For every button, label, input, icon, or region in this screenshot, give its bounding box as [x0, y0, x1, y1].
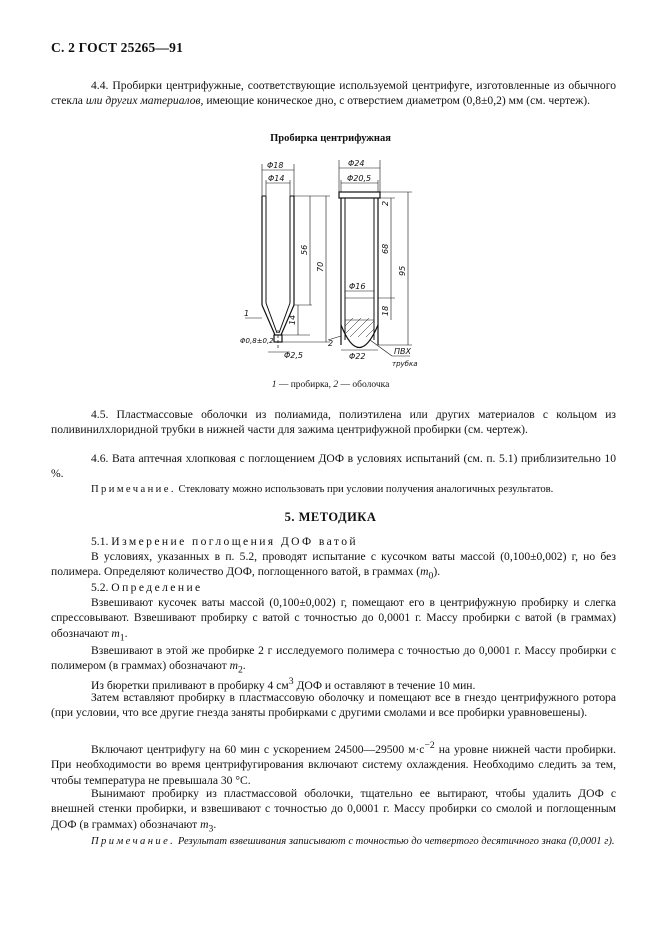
note-2 [51, 834, 616, 849]
p51-text-a: В условиях, указанных в п. 5.2, проводят испытание с кусочком ваты массой (0,100±0,002) г, но без полимера. Определяют количество ДОФ, поглощенного ватой, в граммах ( [51, 550, 616, 579]
label-h56: 56 [300, 244, 309, 255]
paragraph-5-2e [51, 738, 616, 788]
label-n2: 2 [328, 339, 334, 348]
paragraph-5-2d: Затем вставляют пробирку в пластмассовую оболочку и помещают все в гнездо центрифужного ротора (при условии, что все другие гнезда заняты пробирками с другими смолами и все пробирки уравновешены). [51, 691, 616, 720]
legend-n2: 2 [333, 380, 339, 390]
p44-text-a: 4.4. Пробирки центрифужные, соответствующие используемой центрифуге, изготовленные из обычного стекла [51, 79, 616, 108]
p52b-text-a: Взвешивают в этой же пробирке 2 г исследуемого полимера с точностью до 0,0001 г. Массу пробирки с полимером (в граммах) обозначают [51, 644, 616, 673]
p52b-m: m [229, 659, 238, 673]
p52c-text-b: ДОФ и оставляют в течение 10 мин. [293, 678, 476, 692]
p52e-text-b: на уровне нижней части пробирки. При необходимости во время центрифугирования включают систему охлаждения. Необходимо следить за тем, чтобы температура не превышала 30 °С. [51, 742, 616, 787]
label-d22: Φ22 [349, 352, 366, 361]
label-d16: Φ16 [349, 282, 366, 291]
paragraph-4-6: 4.6. Вата аптечная хлопковая с поглощением ДОФ в условиях испытаний (см. п. 5.1) приблизительно 10 %. [51, 452, 616, 481]
label-h14: 14 [288, 314, 297, 325]
p52b-text-b: . [242, 659, 246, 673]
label-tube: трубка [392, 360, 418, 368]
label-h70: 70 [316, 261, 325, 272]
label-d14: Φ14 [268, 174, 285, 183]
label-d20-5: Φ20,5 [347, 174, 372, 183]
label-d24: Φ24 [348, 159, 365, 168]
page-header: С. 2 ГОСТ 25265—91 [51, 40, 184, 55]
label-h18: 18 [381, 305, 390, 316]
s51-title: Измерение поглощения ДОФ ватой [111, 535, 358, 548]
s52-title: Определение [111, 581, 203, 594]
p52c-sup: 3 [288, 676, 294, 687]
p52a-text-a: Взвешивают кусочек ваты массой (0,100±0,002) г, помещают его в центрифужную пробирку и слегка спрессовывают. Взвешивают пробирку с ватой с точностью до 0,0001 г. Массу пробирки с ватой (в граммах) обозначают [51, 596, 616, 640]
p52f-m: m [200, 817, 209, 831]
p52f-sub: 3 [208, 823, 214, 835]
p44-text-b: имеющие коническое дно, с отверстием диаметром (0,8±0,2) мм (см. чертеж). [203, 94, 590, 108]
label-d0-8: Φ0,8±0,2 [240, 337, 274, 345]
note1-text: Стекловату можно использовать при условии получения аналогичных результатов. [175, 484, 554, 495]
s51-num: 5.1. [91, 535, 109, 548]
subheading-5-1 [51, 534, 616, 549]
legend-t1: — пробирка, [276, 380, 334, 390]
paragraph-4-5: 4.5. Пластмассовые оболочки из полиамида, полиэтилена или других материалов с кольцом из поливинилхлоридной трубки в нижней части для зажима центрифужной пробирки (см. чертеж). [51, 408, 616, 437]
p52f-text-a: Вынимают пробирку из пластмассовой оболочки, тщательно ее вытирают, чтобы удалить ДОФ с внешней стенки пробирки, и взвешивают с точностью до 0,0001 г. Массу пробирки со смолой и поглощенным ДОФ (в граммах) обозначают [51, 787, 616, 831]
label-n1: 1 [244, 309, 250, 318]
note-1 [51, 482, 616, 497]
label-d18: Φ18 [267, 161, 284, 170]
paragraph-5-2a [51, 595, 616, 646]
label-h95: 95 [398, 265, 407, 276]
paragraph-5-2f [51, 786, 616, 837]
label-h68: 68 [381, 243, 390, 254]
figure-title: Пробирка центрифужная [270, 133, 391, 144]
p52f-text-b: . [213, 817, 217, 831]
legend-n1: 1 [271, 380, 277, 390]
note1-label: Примечание. [91, 484, 176, 495]
s52-num: 5.2. [91, 581, 109, 594]
note2-text: Результат взвешивания записывают с точностью до четвертого десятичного знака (0,0001 г). [175, 836, 615, 847]
p52a-sub: 1 [119, 632, 125, 644]
p52c-text-a: Из бюретки приливают в пробирку 4 см [91, 678, 289, 692]
p44-emphasis: или других материалов, [85, 94, 204, 108]
centrifuge-tube-drawing [0, 0, 661, 400]
p52e-text-a: Включают центрифугу на 60 мин с ускорением 24500—29500 м·с [91, 742, 425, 756]
p51-sub: 0 [428, 570, 434, 582]
paragraph-5-2b [51, 643, 616, 678]
p52b-sub: 2 [237, 664, 243, 676]
p51-text-b: ). [433, 565, 441, 579]
figure-legend [0, 380, 661, 390]
p52a-text-b: . [124, 626, 128, 640]
label-d2-5: Φ2,5 [284, 351, 304, 360]
legend-t2: — оболочка [338, 380, 390, 390]
note2-label: Примечание. [91, 836, 176, 847]
p52a-m: m [111, 626, 120, 640]
paragraph-5-1 [51, 549, 616, 584]
section-title: 5. МЕТОДИКА [284, 510, 377, 524]
p52e-sup: −2 [424, 740, 435, 751]
label-pvh: ПВХ [394, 347, 411, 356]
subheading-5-2 [51, 580, 616, 595]
label-h2: 2 [381, 200, 390, 206]
p51-m: m [420, 565, 429, 579]
